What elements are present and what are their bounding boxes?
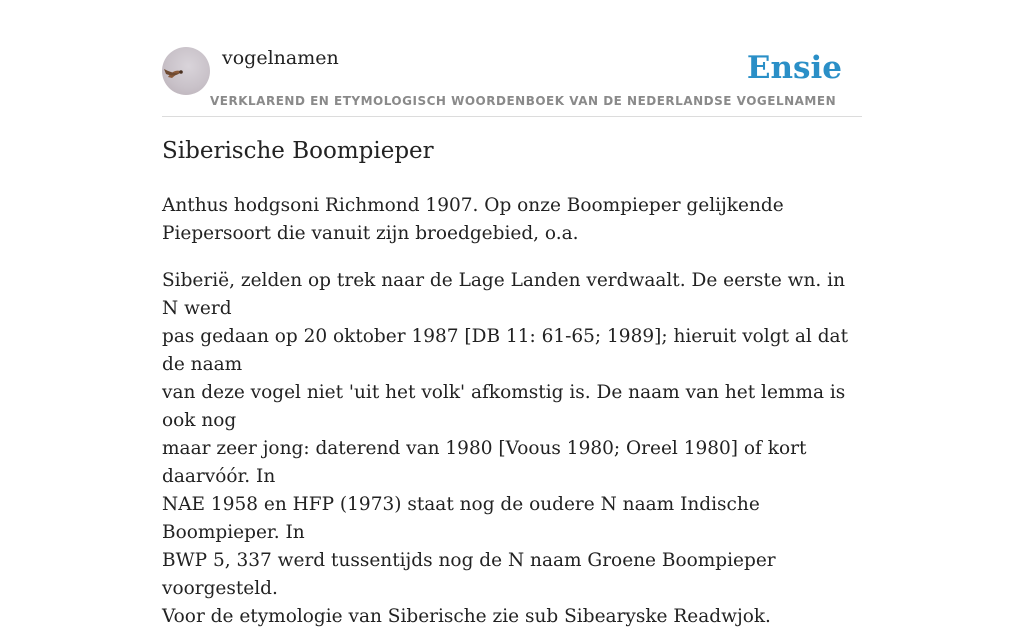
ensie-logo-link[interactable]: Ensie xyxy=(746,50,842,86)
paragraph-line: van deze vogel niet 'uit het volk' afkomstig is. De naam van het lemma is ook nog xyxy=(162,382,846,431)
paragraph-line: maar zeer jong: daterend van 1980 [Voous 1980; Oreel 1980] of kort daarvóór. In xyxy=(162,438,807,487)
site-name[interactable]: vogelnamen xyxy=(222,47,339,69)
entry-paragraph-2 xyxy=(162,267,862,631)
paragraph-line: BWP 5, 337 werd tussentijds nog de N naam Groene Boompieper voorgesteld. xyxy=(162,550,776,599)
bird-icon xyxy=(162,47,210,95)
paragraph-line: pas gedaan op 20 oktober 1987 [DB 11: 61-65; 1989]; hieruit volgt al dat de naam xyxy=(162,326,849,375)
paragraph-line: Voor de etymologie van Siberische zie sub Sibearyske Readwjok. xyxy=(162,606,771,627)
avatar[interactable] xyxy=(162,47,210,95)
paragraph-line: Siberië, zelden op trek naar de Lage Landen verdwaalt. De eerste wn. in N werd xyxy=(162,270,845,319)
dictionary-subtitle: VERKLAREND EN ETYMOLOGISCH WOORDENBOEK VAN DE NEDERLANDSE VOGELNAMEN xyxy=(210,94,837,108)
entry-title: Siberische Boompieper xyxy=(162,138,434,164)
entry-paragraph-1: Anthus hodgsoni Richmond 1907. Op onze Boompieper gelijkende Piepersoort die vanuit zijn broedgebied, o.a. xyxy=(162,195,784,244)
header xyxy=(162,44,862,117)
paragraph-line: NAE 1958 en HFP (1973) staat nog de oudere N naam Indische Boompieper. In xyxy=(162,494,760,543)
